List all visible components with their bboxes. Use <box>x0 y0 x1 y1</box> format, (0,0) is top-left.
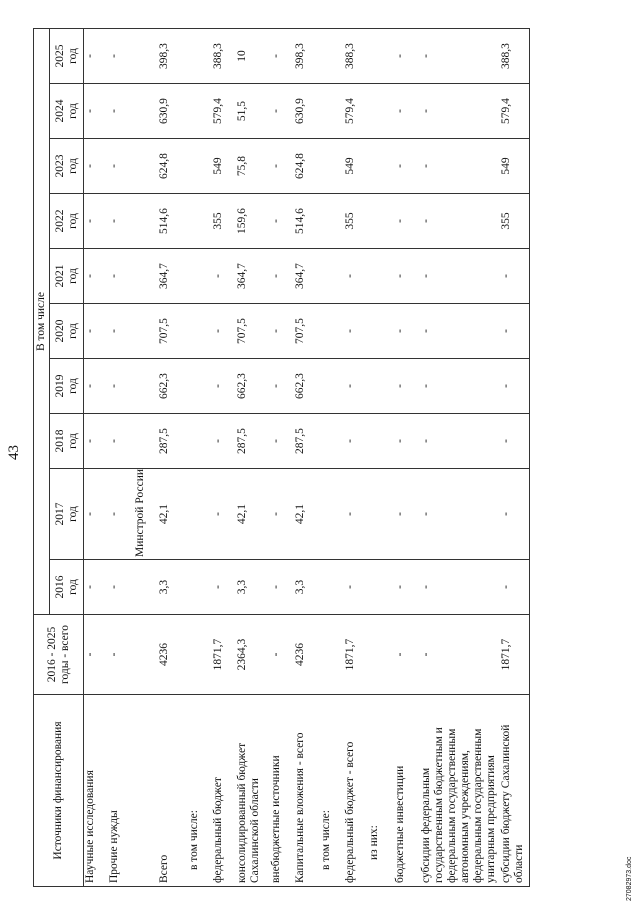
year-unit: год <box>66 378 79 394</box>
cell-year-value: - <box>84 560 108 615</box>
cell-year-value: - <box>394 29 420 84</box>
cell-year-value: - <box>270 139 294 194</box>
cell-total: 4236 <box>294 615 320 695</box>
cell-year-value: - <box>84 29 108 84</box>
cell-year-value <box>368 139 394 194</box>
header-year <box>50 139 84 194</box>
cell-year-value: 398,3 <box>294 29 320 84</box>
cell-year-value <box>188 414 212 469</box>
cell-year-value: - <box>270 249 294 304</box>
cell-year-value: - <box>270 469 294 560</box>
cell-year-value: - <box>270 560 294 615</box>
cell-year-value: - <box>108 359 132 414</box>
year-number: 2016 <box>53 575 66 599</box>
cell-year-value: 10 <box>236 29 270 84</box>
cell-total <box>368 615 394 695</box>
cell-year-value <box>188 194 212 249</box>
cell-year-value: - <box>84 304 108 359</box>
header-year <box>50 304 84 359</box>
row-label: Прочие нужды <box>108 695 132 887</box>
cell-total: 1871,7 <box>500 615 530 695</box>
cell-year-value: 388,3 <box>344 29 368 84</box>
cell-year-value: - <box>500 414 530 469</box>
cell-year-value: - <box>108 414 132 469</box>
cell-year-value: - <box>108 469 132 560</box>
table-row <box>294 29 320 887</box>
financing-table <box>33 28 530 887</box>
cell-year-value: 3,3 <box>236 560 270 615</box>
header-included: В том числе <box>34 29 50 615</box>
cell-year-value: - <box>420 359 500 414</box>
cell-year-value <box>368 194 394 249</box>
cell-year-value: 364,7 <box>294 249 320 304</box>
cell-year-value: 630,9 <box>294 84 320 139</box>
header-year <box>50 359 84 414</box>
year-unit: год <box>66 213 79 229</box>
cell-year-value: 159,6 <box>236 194 270 249</box>
header-year <box>50 560 84 615</box>
cell-year-value: 579,4 <box>500 84 530 139</box>
cell-year-value: 355 <box>500 194 530 249</box>
year-unit: год <box>66 103 79 119</box>
header-year <box>50 29 84 84</box>
cell-year-value <box>320 249 344 304</box>
row-label: бюджетные инвестиции <box>394 695 420 887</box>
cell-year-value <box>320 359 344 414</box>
cell-year-value: 707,5 <box>236 304 270 359</box>
table-row <box>500 29 530 887</box>
cell-year-value <box>320 84 344 139</box>
cell-year-value: - <box>270 84 294 139</box>
cell-year-value: - <box>344 414 368 469</box>
table-row <box>236 29 270 887</box>
table-row <box>420 29 500 887</box>
cell-year-value: 364,7 <box>236 249 270 304</box>
cell-year-value <box>320 469 344 560</box>
year-number: 2020 <box>53 319 66 343</box>
year-number: 2023 <box>53 154 66 178</box>
year-unit: год <box>66 506 79 522</box>
cell-year-value: - <box>420 84 500 139</box>
cell-year-value: - <box>394 84 420 139</box>
row-label: внебюджетные источники <box>270 695 294 887</box>
table-row <box>212 29 236 887</box>
row-label: в том числе: <box>320 695 344 887</box>
cell-year-value <box>188 139 212 194</box>
cell-year-value: 287,5 <box>294 414 320 469</box>
cell-year-value <box>320 304 344 359</box>
cell-year-value: - <box>420 304 500 359</box>
year-unit: год <box>66 158 79 174</box>
cell-year-value: - <box>394 414 420 469</box>
file-footer: 27082973.doc <box>626 856 633 901</box>
cell-year-value <box>188 469 212 560</box>
cell-year-value: - <box>108 304 132 359</box>
year-unit: год <box>66 268 79 284</box>
cell-year-value <box>188 84 212 139</box>
cell-year-value: 42,1 <box>158 469 188 560</box>
cell-year-value: 662,3 <box>236 359 270 414</box>
row-label: консолидированный бюджет Сахалинской области <box>236 695 270 887</box>
cell-year-value: - <box>84 249 108 304</box>
section-ministry: Минстрой России <box>132 469 158 560</box>
cell-year-value: - <box>270 359 294 414</box>
cell-year-value: - <box>394 139 420 194</box>
year-unit: год <box>66 433 79 449</box>
cell-year-value: 624,8 <box>294 139 320 194</box>
cell-year-value: - <box>420 139 500 194</box>
cell-year-value: - <box>84 194 108 249</box>
cell-year-value: - <box>344 560 368 615</box>
cell-total: 1871,7 <box>344 615 368 695</box>
cell-year-value: - <box>420 469 500 560</box>
header-year <box>50 194 84 249</box>
cell-year-value <box>320 414 344 469</box>
cell-year-value <box>368 304 394 359</box>
cell-year-value: - <box>344 469 368 560</box>
year-unit: год <box>66 48 79 64</box>
cell-year-value: 579,4 <box>212 84 236 139</box>
cell-year-value: - <box>212 414 236 469</box>
year-number: 2025 <box>53 44 66 68</box>
year-number: 2022 <box>53 209 66 233</box>
header-source: Источники финансирования <box>34 695 84 887</box>
cell-total: - <box>84 615 108 695</box>
cell-year-value: 287,5 <box>236 414 270 469</box>
cell-year-value <box>368 359 394 414</box>
cell-year-value: - <box>344 359 368 414</box>
cell-year-value: - <box>420 560 500 615</box>
row-label: субсидии федеральным государственным бюджетным и федеральным государственным автономным учреждениям, федеральным государственным унитарным предприятиям <box>420 695 500 887</box>
cell-year-value: 549 <box>500 139 530 194</box>
cell-year-value <box>320 560 344 615</box>
table-row <box>394 29 420 887</box>
year-number: 2024 <box>53 99 66 123</box>
cell-year-value: 42,1 <box>236 469 270 560</box>
cell-year-value: - <box>394 194 420 249</box>
cell-total: 4236 <box>158 615 188 695</box>
cell-year-value: - <box>500 560 530 615</box>
cell-year-value: 75,8 <box>236 139 270 194</box>
cell-year-value: 707,5 <box>294 304 320 359</box>
header-total: 2016 - 2025 годы - всего <box>34 615 84 695</box>
cell-year-value: - <box>420 414 500 469</box>
cell-total <box>188 615 212 695</box>
row-label: Всего <box>158 695 188 887</box>
cell-year-value <box>320 194 344 249</box>
cell-year-value: - <box>84 139 108 194</box>
cell-year-value: - <box>108 249 132 304</box>
header-year <box>50 84 84 139</box>
cell-year-value: 364,7 <box>158 249 188 304</box>
cell-year-value: - <box>500 469 530 560</box>
cell-year-value: - <box>212 304 236 359</box>
row-label: из них: <box>368 695 394 887</box>
cell-year-value: - <box>108 560 132 615</box>
cell-year-value: - <box>212 560 236 615</box>
cell-year-value: - <box>394 469 420 560</box>
cell-total: - <box>420 615 500 695</box>
cell-year-value <box>188 29 212 84</box>
cell-year-value: - <box>270 414 294 469</box>
cell-year-value: - <box>108 84 132 139</box>
year-unit: год <box>66 579 79 595</box>
cell-year-value: 514,6 <box>294 194 320 249</box>
cell-year-value: 3,3 <box>294 560 320 615</box>
cell-year-value: - <box>420 194 500 249</box>
row-label: Капитальные вложения - всего <box>294 695 320 887</box>
cell-year-value: - <box>84 414 108 469</box>
cell-year-value: 3,3 <box>158 560 188 615</box>
cell-total: - <box>394 615 420 695</box>
cell-year-value: 398,3 <box>158 29 188 84</box>
header-year <box>50 469 84 560</box>
row-label: субсидии бюджету Сахалинской области <box>500 695 530 887</box>
cell-year-value: - <box>394 359 420 414</box>
cell-total: 2364,3 <box>236 615 270 695</box>
table-row <box>188 29 212 887</box>
year-number: 2021 <box>53 264 66 288</box>
row-label: Научные исследования <box>84 695 108 887</box>
cell-year-value <box>368 469 394 560</box>
cell-total: - <box>108 615 132 695</box>
cell-year-value: 624,8 <box>158 139 188 194</box>
table-row <box>108 29 132 887</box>
row-label: в том числе: <box>188 695 212 887</box>
row-label: федеральный бюджет <box>212 695 236 887</box>
table-row <box>368 29 394 887</box>
cell-year-value: 355 <box>344 194 368 249</box>
cell-year-value: 662,3 <box>294 359 320 414</box>
row-label: федеральный бюджет - всего <box>344 695 368 887</box>
cell-year-value: 549 <box>212 139 236 194</box>
cell-year-value <box>188 249 212 304</box>
year-unit: год <box>66 323 79 339</box>
header-year <box>50 249 84 304</box>
cell-year-value: 388,3 <box>500 29 530 84</box>
cell-year-value: - <box>394 304 420 359</box>
cell-year-value: - <box>212 249 236 304</box>
cell-year-value: - <box>420 29 500 84</box>
cell-year-value: - <box>84 469 108 560</box>
cell-year-value: - <box>500 304 530 359</box>
cell-year-value: 287,5 <box>158 414 188 469</box>
table-row <box>158 29 188 887</box>
table-row <box>320 29 344 887</box>
cell-year-value <box>368 560 394 615</box>
cell-year-value: - <box>270 194 294 249</box>
year-number: 2017 <box>53 502 66 526</box>
cell-year-value: 42,1 <box>294 469 320 560</box>
cell-year-value <box>368 249 394 304</box>
cell-year-value <box>368 414 394 469</box>
cell-total: 1871,7 <box>212 615 236 695</box>
cell-year-value: - <box>270 304 294 359</box>
cell-year-value <box>188 560 212 615</box>
cell-year-value: - <box>108 29 132 84</box>
cell-year-value: - <box>344 249 368 304</box>
cell-year-value: - <box>500 359 530 414</box>
cell-year-value: 579,4 <box>344 84 368 139</box>
cell-year-value: - <box>344 304 368 359</box>
table-row <box>270 29 294 887</box>
cell-total: - <box>270 615 294 695</box>
cell-year-value: - <box>270 29 294 84</box>
cell-year-value: 707,5 <box>158 304 188 359</box>
cell-year-value <box>188 304 212 359</box>
table-row <box>84 29 108 887</box>
cell-year-value: 662,3 <box>158 359 188 414</box>
cell-year-value <box>368 84 394 139</box>
cell-year-value: - <box>500 249 530 304</box>
cell-year-value <box>320 139 344 194</box>
cell-year-value: - <box>108 194 132 249</box>
year-number: 2018 <box>53 429 66 453</box>
cell-year-value: - <box>394 249 420 304</box>
cell-year-value: 549 <box>344 139 368 194</box>
cell-year-value <box>368 29 394 84</box>
cell-year-value: - <box>84 359 108 414</box>
cell-year-value: 388,3 <box>212 29 236 84</box>
cell-year-value: - <box>108 139 132 194</box>
cell-total <box>320 615 344 695</box>
cell-year-value: - <box>84 84 108 139</box>
page-number: 43 <box>6 445 22 460</box>
cell-year-value: 630,9 <box>158 84 188 139</box>
cell-year-value: 51,5 <box>236 84 270 139</box>
cell-year-value: 355 <box>212 194 236 249</box>
cell-year-value: - <box>420 249 500 304</box>
cell-year-value: - <box>212 359 236 414</box>
header-year <box>50 414 84 469</box>
cell-year-value: 514,6 <box>158 194 188 249</box>
cell-year-value: - <box>394 560 420 615</box>
cell-year-value <box>320 29 344 84</box>
cell-year-value <box>188 359 212 414</box>
table-row <box>344 29 368 887</box>
year-number: 2019 <box>53 374 66 398</box>
cell-year-value: - <box>212 469 236 560</box>
